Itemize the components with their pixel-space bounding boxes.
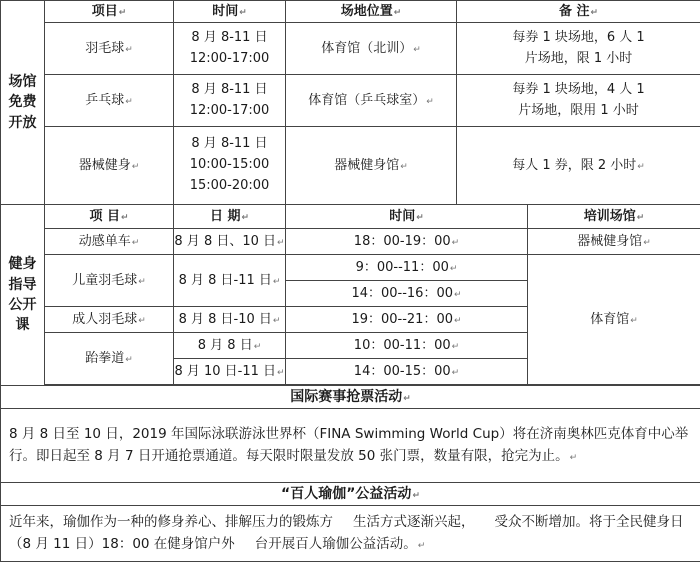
fitness-date: 8 月 8 日-10 日↵ [174,307,286,333]
fitness-item: 动感单车↵ [45,229,174,255]
ticket-title-row [1,386,700,409]
venue-item: 羽毛球↵ [45,23,174,75]
ticket-title: 国际赛事抢票活动↵ [1,386,700,409]
fitness-item: 儿童羽毛球↵ [45,255,174,307]
venue-note: 每券 1 块场地，4 人 1 片场地，限用 1 小时 [457,75,700,127]
fitness-time: 19：00--21：00↵ [286,307,528,333]
venue-item: 器械健身↵ [45,127,174,205]
fitness-header-row [1,205,700,229]
venue-header-time: 时间↵ [174,1,286,23]
venue-header-note: 备 注↵ [457,1,700,23]
fitness-header-time: 时间↵ [286,205,528,229]
fitness-time: 9：00--11：00↵ [286,255,528,281]
fitness-date: 8 月 8 日↵ [174,333,286,359]
fitness-item: 跆拳道↵ [45,333,174,385]
yoga-title-row [1,483,700,506]
ticket-body: 8 月 8 日至 10 日，2019 年国际泳联游泳世界杯（FINA Swimming World Cup）将在济南奥林匹克体育中心举行。即日起至 8 月 7 日开通抢票通道。每天限时限量发放 50 张门票，数量有限，抢完为止。↵ [1,409,700,483]
fitness-time: 14：00-15：00↵ [286,359,528,385]
glare-mark [334,516,352,527]
venue-note: 每人 1 券，限 2 小时↵ [457,127,700,205]
fitness-row [1,229,700,255]
venue-place: 器械健身馆↵ [286,127,457,205]
fitness-date: 8 月 8 日-11 日↵ [174,255,286,307]
glare-mark [236,538,254,549]
venue-time: 8 月 8-11 日 10:00-15:00 15:00-20:00 [174,127,286,205]
venue-note: 每券 1 块场地，6 人 1 片场地，限 1 小时 [457,23,700,75]
venue-header-place: 场地位置↵ [286,1,457,23]
venue-place: 体育馆（北训）↵ [286,23,457,75]
fitness-header-item: 项 目↵ [45,205,174,229]
glare-mark [476,516,494,527]
fitness-date: 8 月 10 日-11 日↵ [174,359,286,385]
venue-row [1,75,700,127]
yoga-body: 近年来，瑜伽作为一种的修身养心、排解压力的锻炼方 生活方式逐渐兴起， 受众不断增加。将于全民健身日（8 月 11 日）18：00 在健身馆户外 台开展百人瑜伽公益活动。↵ [1,506,700,562]
venue-header-item: 项目↵ [45,1,174,23]
venue-place: 体育馆（乒乓球室）↵ [286,75,457,127]
fitness-row [1,255,700,281]
venue-row [1,23,700,75]
venue-row [1,127,700,205]
fitness-header-place: 培训场馆↵ [528,205,700,229]
venue-item: 乒乓球↵ [45,75,174,127]
fitness-place: 体育馆↵ [528,255,700,385]
ticket-body-row [1,409,700,483]
fitness-header-date: 日 期↵ [174,205,286,229]
fitness-item: 成人羽毛球↵ [45,307,174,333]
venue-side-label: 场馆免费开放 [1,1,45,205]
venue-header-row [1,1,700,23]
venue-time: 8 月 8-11 日 12:00-17:00 [174,23,286,75]
venue-time: 8 月 8-11 日 12:00-17:00 [174,75,286,127]
yoga-title: “百人瑜伽”公益活动↵ [1,483,700,506]
fitness-time: 14：00--16：00↵ [286,281,528,307]
fitness-time: 10：00-11：00↵ [286,333,528,359]
fitness-date: 8 月 8 日、10 日↵ [174,229,286,255]
fitness-place: 器械健身馆↵ [528,229,700,255]
fitness-time: 18：00-19：00↵ [286,229,528,255]
fitness-side-label: 健身指导公开课 [1,205,45,386]
yoga-body-row [1,506,700,562]
